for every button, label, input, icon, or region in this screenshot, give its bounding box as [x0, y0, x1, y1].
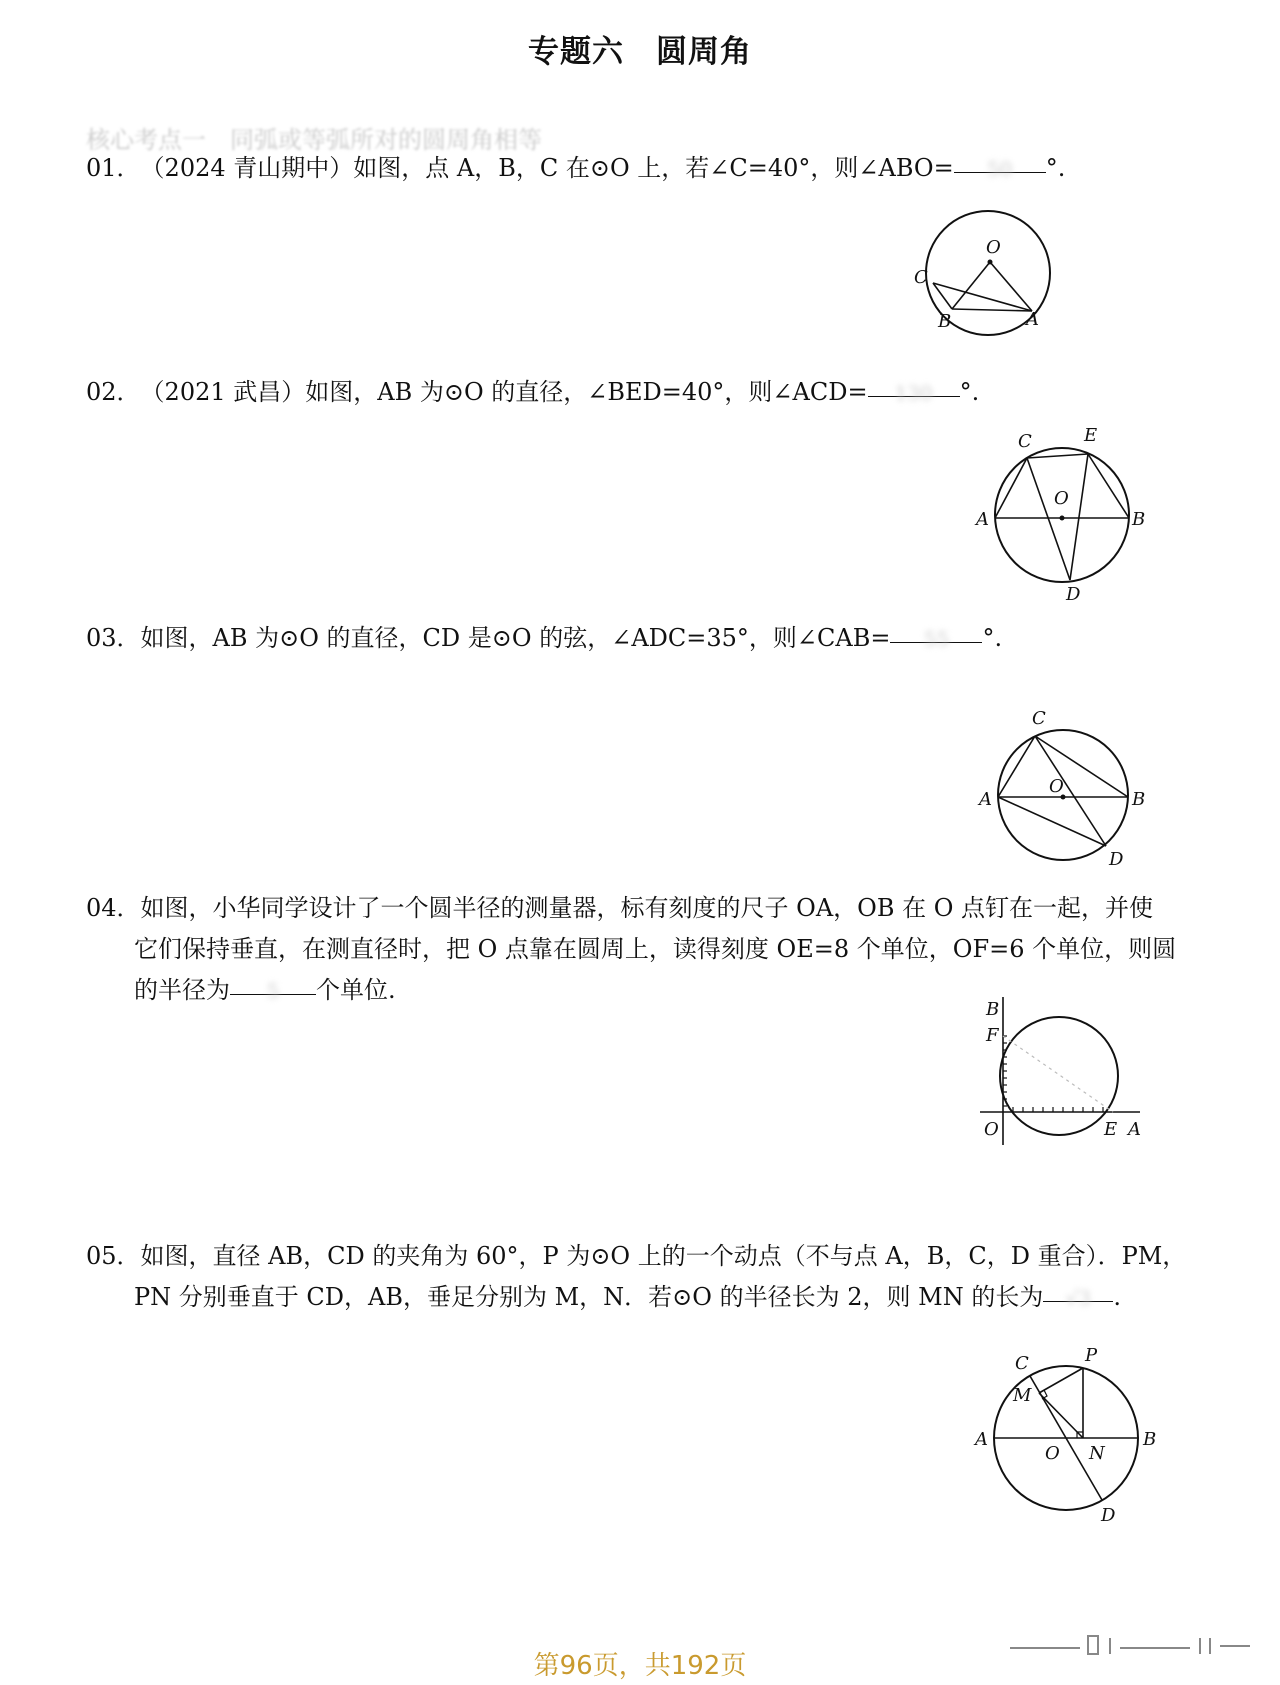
- question-number: 02．: [86, 378, 141, 406]
- label-B: B: [986, 999, 1000, 1020]
- section-header: 核心考点一 同弧或等弧所对的圆周角相等: [86, 126, 542, 154]
- figure-q1: [914, 205, 1070, 340]
- page-title: 专题六 圆周角: [528, 34, 752, 70]
- question-1: [86, 148, 1216, 189]
- label-B: B: [1143, 1429, 1157, 1450]
- question-number: 01．: [86, 154, 141, 182]
- label-M: M: [1013, 1385, 1032, 1406]
- label-E: E: [1084, 425, 1098, 446]
- label-B: B: [1132, 509, 1146, 530]
- question-2: [86, 372, 1216, 413]
- label-O: O: [986, 237, 1001, 258]
- figure-q5: [973, 1345, 1157, 1526]
- question-tail: °.: [1045, 154, 1066, 182]
- figure-q2: [976, 425, 1146, 605]
- label-A: A: [1128, 1119, 1141, 1140]
- label-C: C: [914, 267, 928, 288]
- answer-text: 50: [986, 157, 1013, 181]
- page-footer: 第96页，共192页: [533, 1651, 747, 1681]
- label-A: A: [975, 1429, 988, 1450]
- question-3: [86, 618, 1216, 659]
- question-tail: °.: [959, 378, 980, 406]
- question-text: （2024 青山期中）如图，点 A，B，C 在⊙O 上，若∠C=40°，则∠ABO=: [140, 154, 954, 182]
- label-E: E: [1104, 1119, 1118, 1140]
- answer-blank[interactable]: [230, 970, 316, 1003]
- label-O: O: [1045, 1443, 1060, 1464]
- label-O: O: [984, 1119, 999, 1140]
- answer-blank[interactable]: [890, 618, 982, 651]
- label-N: N: [1089, 1443, 1105, 1464]
- label-B: B: [1132, 789, 1146, 810]
- question-5: [86, 1236, 1216, 1318]
- question-line-2-pre: PN 分别垂直于 CD，AB，垂足分别为 M，N．若⊙O 的半径长为 2，则 MN 的长为: [134, 1283, 1044, 1311]
- question-line-1: 如图，直径 AB，CD 的夹角为 60°，P 为⊙O 上的一个动点（不与点 A，B，C，D 重合）．PM，: [140, 1242, 1187, 1270]
- question-number: 05．: [86, 1242, 141, 1270]
- answer-text: √3: [1065, 1286, 1092, 1310]
- question-text: （2021 武昌）如图，AB 为⊙O 的直径，∠BED=40°，则∠ACD=: [140, 378, 868, 406]
- label-C: C: [1018, 431, 1032, 452]
- label-C: C: [1015, 1353, 1029, 1374]
- label-A: A: [976, 509, 989, 530]
- question-line-1: 如图，小华同学设计了一个圆半径的测量器，标有刻度的尺子 OA，OB 在 O 点钉在一起，并使: [140, 894, 1154, 922]
- label-A: A: [979, 789, 992, 810]
- label-D: D: [1066, 584, 1081, 605]
- answer-blank[interactable]: [954, 148, 1046, 181]
- label-D: D: [1101, 1505, 1116, 1526]
- label-F: F: [986, 1025, 999, 1046]
- question-text: 如图，AB 为⊙O 的直径，CD 是⊙O 的弦，∠ADC=35°，则∠CAB=: [140, 624, 891, 652]
- label-O: O: [1054, 488, 1069, 509]
- figure-q4: [980, 995, 1150, 1145]
- figure-q3: [975, 708, 1146, 870]
- answer-blank[interactable]: [868, 372, 960, 405]
- label-B: B: [938, 311, 952, 332]
- question-line-3-pre: 的半径为: [134, 976, 230, 1004]
- label-A: A: [1026, 309, 1039, 330]
- question-tail: °.: [982, 624, 1003, 652]
- label-O: O: [1049, 776, 1064, 797]
- question-4: [86, 888, 1216, 1011]
- answer-text: 130: [894, 381, 933, 405]
- answer-text: 5: [266, 979, 280, 1003]
- answer-text: 55: [923, 627, 950, 651]
- label-P: P: [1085, 1345, 1098, 1366]
- question-number: 03．: [86, 624, 141, 652]
- question-line-3-post: 个单位.: [316, 976, 396, 1004]
- question-line-2-post: .: [1113, 1283, 1121, 1311]
- question-number: 04．: [86, 894, 141, 922]
- answer-blank[interactable]: [1043, 1277, 1113, 1310]
- question-line-2: 它们保持垂直，在测直径时，把 O 点靠在圆周上，读得刻度 OE=8 个单位，OF=6 个单位，则圆: [134, 935, 1177, 963]
- label-C: C: [1032, 708, 1046, 729]
- label-D: D: [1109, 849, 1124, 870]
